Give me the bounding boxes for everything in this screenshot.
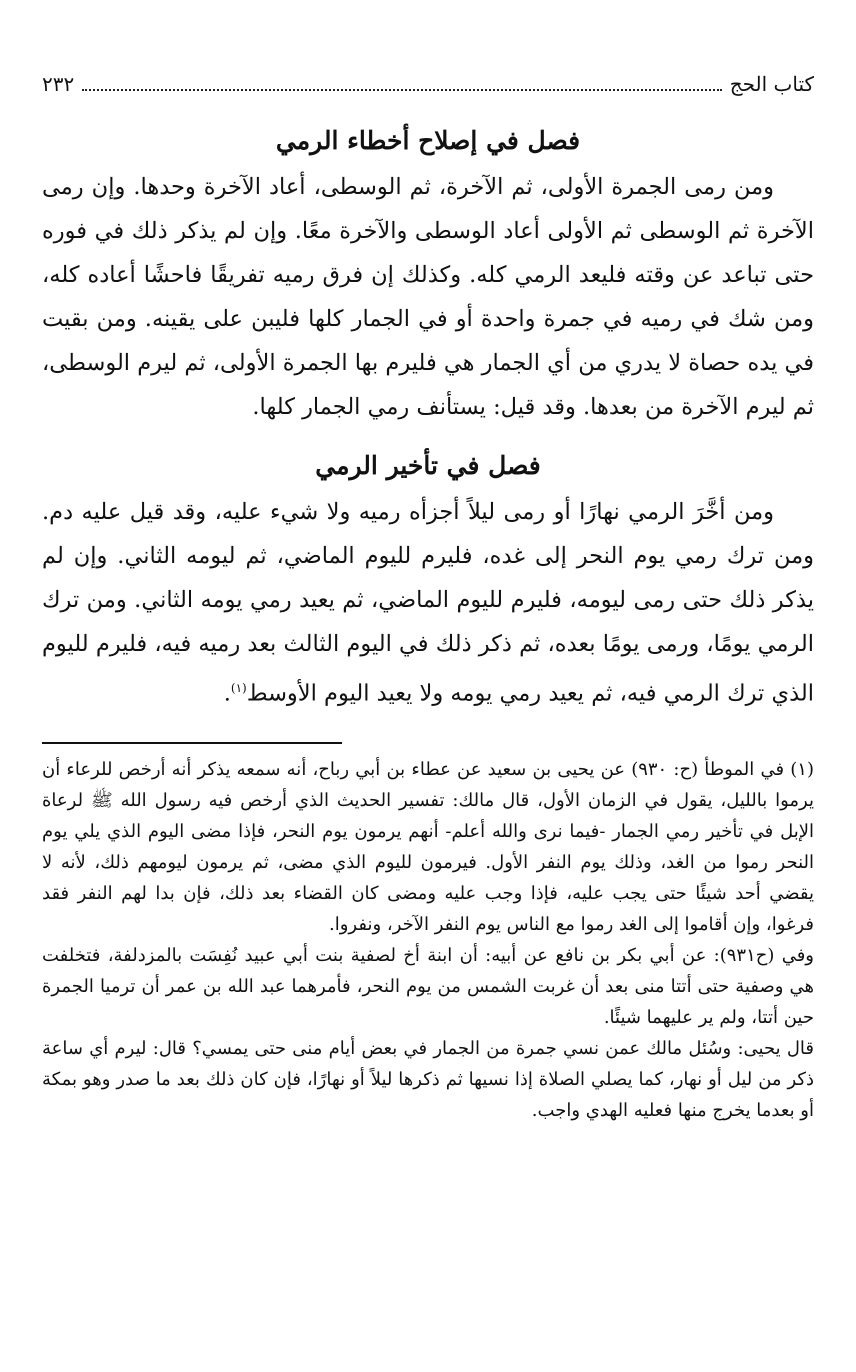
page-number: ٢٣٢ (42, 72, 75, 96)
leader-dots (82, 88, 721, 91)
section-title-delaying-stoning: فصل في تأخير الرمي (315, 451, 541, 480)
footnote-reference[interactable]: (١) (230, 681, 247, 695)
footnote-1-part-c: قال يحيى: وسُئل مالك عمن نسي جمرة من الجمار في بعض أيام منى حتى يمسي؟ قال: ليرم أي ساعة ذكر من ليل أو نهار، كما يصلي الصلاة إذا نسيها ثم ذكرها ليلاً أو نهارًا، فإن كان ذلك بعد ما صدر وهو بمكة أو بعدما يخرج منها فعليه الهدي واجب. (42, 1037, 814, 1121)
footnote-1-part-b: وفي (ح٩٣١): عن أبي بكر بن نافع عن أبيه: أن ابنة أخ لصفية بنت أبي عبيد نُفِسَت بالمزدلفة، فتخلفت هي وصفية حتى أتتا منى بعد أن غربت الشمس من يوم النحر، فأمرهما عبد الله بن عمر أن ترميا الجمرة حين أتتا، ولم ير عليهما شيئًا. (42, 944, 815, 1028)
section-body-text: ومن أخَّرَ الرمي نهارًا أو رمى ليلاً أجزأه رميه ولا شيء عليه، وقد قيل عليه دم. ومن ترك رمي يوم النحر إلى غده، فليرم لليوم الماضي، ثم ليومه الثاني. وإن لم يذكر ذلك حتى رمى ليومه، فليرم لليوم الماضي، ثم يعيد رمي يومه الثاني. ومن ترك الرمي يومًا، ورمى يومًا بعده، ثم ذكر ذلك في اليوم الثالث بعد رميه فيه، فليرم لليوم الذي ترك الرمي فيه، ثم يعيد رمي يومه ولا يعيد اليوم الأوسط (42, 499, 814, 707)
footnote-1-part-a: (١) في الموطأ (ح: ٩٣٠) عن يحيى بن سعيد عن عطاء بن أبي رباح، أنه سمعه يذكر أنه أرخص للرعاء أن يرموا بالليل، يقول في الزمان الأول، قال مالك: تفسير الحديث الذي أرخص فيه رسول الله ﷺ لرعاة الإبل في تأخير رمي الجمار -فيما نرى والله أعلم- أنهم يرمون يوم النحر، فإذا مضى اليوم الذي يلي يوم النحر رموا من الغد، وذلك يوم النفر الأول. فيرمون لليوم الذي مضى، ثم يرمون ليومهم ذلك، لأنه لا يقضي أحد شيئًا حتى يجب عليه، فإذا وجب عليه ومضى كان القضاء بعد ذلك، فإن بدا لهم النفر فقد فرغوا، وإن أقاموا إلى الغد رموا مع الناس يوم النفر الآخر، ونفروا. (42, 758, 814, 935)
section-title-correcting-errors: فصل في إصلاح أخطاء الرمي (275, 126, 581, 155)
running-header (42, 72, 814, 104)
footnotes-block (42, 754, 814, 1126)
section-body-delaying-stoning: ومن أخَّرَ الرمي نهارًا أو رمى ليلاً أجزأه رميه ولا شيء عليه، وقد قيل عليه دم. ومن ترك رمي يوم النحر إلى غده، فليرم لليوم الماضي، ثم ليومه الثاني. وإن لم يذكر ذلك حتى رمى ليومه، فليرم لليوم الماضي، ثم يعيد رمي يومه الثاني. ومن ترك الرمي يومًا، ورمى يومًا بعده، ثم ذكر ذلك في اليوم الثالث بعد رميه فيه، فليرم لليوم الذي ترك الرمي فيه، ثم يعيد رمي يومه ولا يعيد اليوم الأوسط$^{(١)}$. (42, 499, 814, 707)
section-body-correcting-errors: ومن رمى الجمرة الأولى، ثم الآخرة، ثم الوسطى، أعاد الآخرة وحدها. وإن رمى الآخرة ثم الوسطى ثم الأولى أعاد الوسطى والآخرة معًا. وإن لم يذكر ذلك في فوره حتى تباعد عن وقته فليعد الرمي كله. وكذلك إن فرق رميه تفريقًا فاحشًا أعاده كله، ومن شك في رميه في جمرة واحدة أو في الجمار كلها فليبن على يقينه. ومن بقيت في يده حصاة لا يدري من أي الجمار هي فليرم بها الجمرة الأولى، ثم ليرم الوسطى، ثم ليرم الآخرة من بعدها. وقد قيل: يستأنف رمي الجمار كلها. (42, 174, 814, 420)
running-title: كتاب الحج (729, 72, 814, 96)
footnote-separator (42, 742, 342, 744)
